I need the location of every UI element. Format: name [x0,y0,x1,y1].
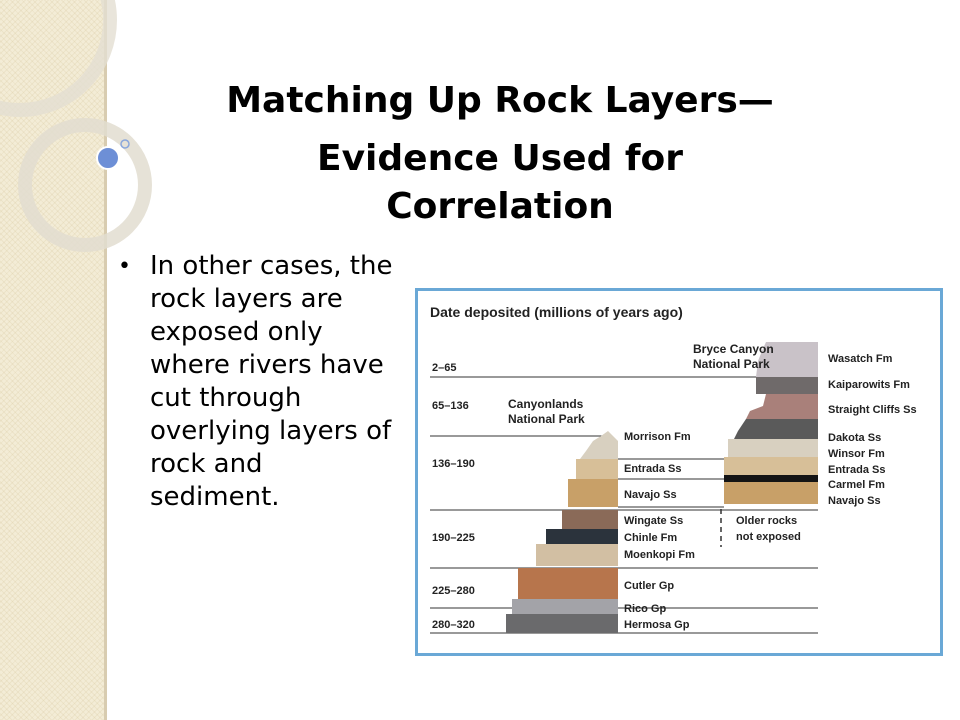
layer-entrada-ss-right [724,457,818,475]
layer-cutler-gp [518,568,618,599]
older-rocks-note: not exposed [736,531,801,543]
formation-label: Chinle Fm [624,532,678,544]
layer-rico-gp [512,599,618,614]
layer-hermosa-gp [506,614,618,633]
layer-navajo-ss-right [724,482,818,504]
age-range-label: 190–225 [432,532,475,544]
bullet-item [110,250,400,514]
bullet-icon: • [118,254,131,279]
figure-header: Date deposited (millions of years ago) [430,304,683,320]
formation-label: Navajo Ss [828,495,881,507]
formation-label: Wasatch Fm [828,353,893,365]
formation-label: Moenkopi Fm [624,549,695,561]
formation-label: Hermosa Gp [624,619,690,631]
layer-entrada-ss-left [576,459,618,479]
layer-carmel-fm [724,475,818,482]
formation-label: Carmel Fm [828,479,885,491]
formation-label: Kaiparowits Fm [828,379,910,391]
formation-label: Winsor Fm [828,448,885,460]
location-label: Canyonlands [508,397,584,411]
layer-navajo-ss-left [568,479,618,507]
formation-label: Cutler Gp [624,580,675,592]
layer-moenkopi-fm [536,544,618,566]
formation-label: Rico Gp [624,603,667,615]
older-rocks-note: Older rocks [736,515,798,527]
slide-title-line-2: Evidence Used for [316,138,684,179]
age-range-label: 280–320 [432,619,475,631]
slide-title-line-1: Matching Up Rock Layers— [226,80,774,121]
layer-kaiparowits-fm [756,377,818,394]
formation-label: Dakota Ss [828,432,882,444]
layer-morrison-fm [580,431,618,459]
layer-chinle-fm [546,529,618,544]
formation-label: Entrada Ss [624,463,682,475]
location-label: National Park [693,357,770,371]
formation-label: Navajo Ss [624,489,677,501]
bullet-text: In other cases, the rock layers are exposed only where rivers have cut through overlying layers of rock and sediment. [150,251,393,512]
formation-label: Entrada Ss [828,464,886,476]
age-range-label: 65–136 [432,400,469,412]
formation-label: Morrison Fm [624,431,691,443]
layer-winsor-fm [728,439,818,457]
formation-label: Straight Cliffs Ss [828,404,917,416]
age-range-label: 225–280 [432,585,475,597]
rock-layers-diagram [418,291,940,653]
blue-dot-icon [97,147,119,169]
bullet-list [110,250,400,514]
layer-wingate-ss [562,510,618,529]
age-range-label: 136–190 [432,458,475,470]
rock-correlation-figure [415,288,943,656]
location-label: National Park [508,412,585,426]
layer-straight-cliffs-ss [746,394,818,419]
age-range-label: 2–65 [432,362,457,374]
layer-dakota-ss [734,419,818,439]
slide-title-line-3: Correlation [386,186,614,227]
location-label: Bryce Canyon [693,342,774,356]
formation-label: Wingate Ss [624,515,684,527]
